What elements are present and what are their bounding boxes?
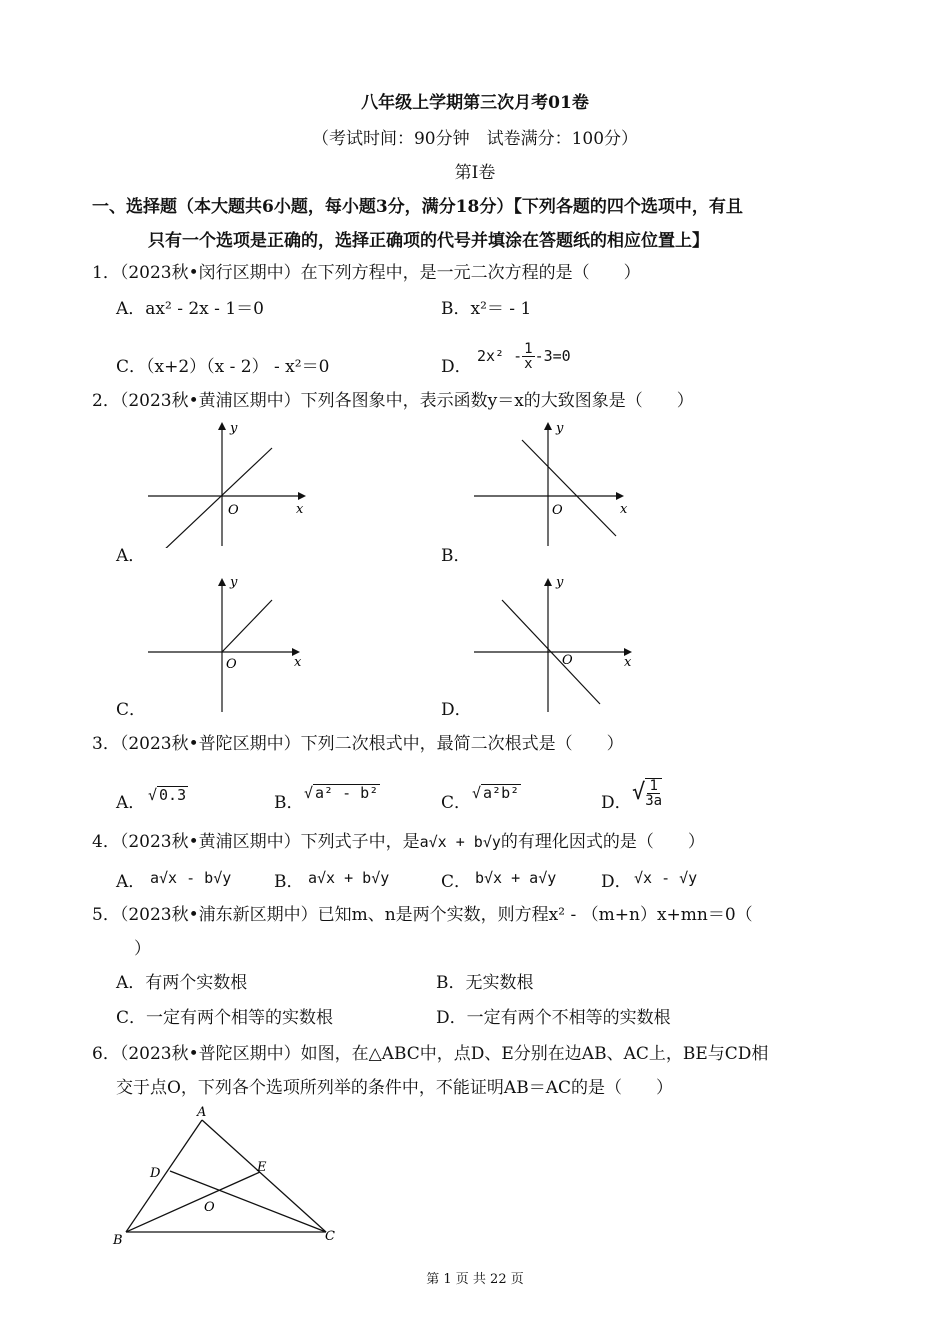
q3-stem: 3．（2023秋•普陀区期中）下列二次根式中，最简二次根式是（ ） <box>92 734 624 754</box>
q2b-line <box>522 440 616 536</box>
q6-point-d: D <box>150 1166 161 1181</box>
q2a-y-arrow <box>218 422 226 430</box>
q2a-y-label: y <box>230 421 238 436</box>
q1-option-c <box>116 356 329 378</box>
q5-d-label: D． <box>436 1008 467 1028</box>
q1-c-label: C． <box>116 357 147 377</box>
q3-option-c-label: C． <box>441 793 472 813</box>
q2-graph-c <box>140 572 310 712</box>
q1-option-d-expr <box>477 336 571 376</box>
q3-c-radicand: a²b² <box>483 784 520 802</box>
q6-point-c: C <box>325 1229 335 1244</box>
q2-stem: 2．（2023秋•黄浦区期中）下列各图象中，表示函数y＝x的大致图象是（ ） <box>92 391 694 411</box>
q2c-y-label: y <box>230 575 238 590</box>
q3-option-a-label: A． <box>116 793 146 813</box>
q2-option-b-label: B． <box>441 546 471 566</box>
q5-option-d <box>436 1007 671 1029</box>
q4-stem-expr: a√x + b√y <box>419 833 501 851</box>
q2-graph-b <box>466 418 636 548</box>
q3-d-fraction <box>645 778 662 808</box>
q1-b-label: B． <box>441 299 471 319</box>
q1-d-fraction <box>522 342 534 371</box>
q3-option-b-label: B． <box>274 793 304 813</box>
q1-d-den: x <box>524 355 533 372</box>
q4-option-c-expr: b√x + a√y <box>475 869 557 887</box>
q2-option-c-label: C． <box>116 700 147 720</box>
q2b-y-label: y <box>556 421 564 436</box>
q1-option-a <box>116 298 264 320</box>
q2a-x-label: x <box>296 502 304 517</box>
q4-option-a-label: A． <box>116 872 146 892</box>
q5-stem-cont: ） <box>134 939 151 959</box>
q2a-line <box>162 448 272 548</box>
q5-stem: 5．（2023秋•浦东新区期中）已知m、n是两个实数，则方程x² - （m+n）x+mn＝0（ <box>92 905 753 925</box>
q2c-x-label: x <box>294 655 302 670</box>
q3-a-radicand: 0.3 <box>159 786 187 804</box>
q3-option-b-expr: √ a² - b² <box>304 784 379 802</box>
q5-c-text: 一定有两个相等的实数根 <box>146 1008 334 1028</box>
q3-option-d-label: D． <box>601 793 632 813</box>
q2c-origin: O <box>226 657 237 672</box>
sqrt-icon: √ <box>632 780 646 805</box>
q5-a-label: A． <box>116 973 146 993</box>
q2b-x-label: x <box>620 502 628 517</box>
q5-d-text: 一定有两个不相等的实数根 <box>466 1008 671 1028</box>
q6-triangle-figure <box>108 1104 348 1254</box>
q6-stem-line2: 交于点O，下列各个选项所列举的条件中，不能证明AB＝AC的是（ ） <box>116 1078 673 1098</box>
q2c-y-arrow <box>218 578 226 586</box>
q2-graph-a <box>140 418 310 548</box>
exam-title: 八年级上学期第三次月考01卷 <box>361 93 589 113</box>
q2d-x-label: x <box>624 655 632 670</box>
q1-a-text: ax² - 2x - 1＝0 <box>145 299 264 319</box>
q2d-origin: O <box>562 653 573 668</box>
q2c-line <box>222 600 272 652</box>
q3-d-num: 1 <box>649 778 658 794</box>
q4-option-d-label: D． <box>601 872 632 892</box>
q1-a-label: A． <box>116 299 146 319</box>
q5-option-b <box>436 972 534 994</box>
q6-point-b: B <box>113 1233 123 1248</box>
q4-option-c-label: C． <box>441 872 472 892</box>
q2a-origin: O <box>228 503 239 518</box>
q3-option-d-expr <box>632 766 662 808</box>
q4-option-b-expr: a√x + b√y <box>308 869 390 887</box>
q3-d-den: 3a <box>645 793 663 809</box>
q6-point-e: E <box>257 1160 267 1175</box>
q1-d-num: 1 <box>524 340 533 357</box>
q1-d-left: 2x² - <box>477 347 523 365</box>
q5-b-label: B． <box>436 973 466 993</box>
q3-option-c-expr: √ a²b² <box>472 784 520 802</box>
q3-b-radicand: a² - b² <box>315 784 379 802</box>
page-footer: 第 1 页 共 22 页 <box>426 1272 524 1287</box>
q2-option-a-label: A． <box>116 546 146 566</box>
q4-option-b-label: B． <box>274 872 304 892</box>
q2d-y-arrow <box>544 578 552 586</box>
q1-option-d-label: D． <box>441 357 472 377</box>
q4-stem-post: 的有理化因式的是（ ） <box>500 832 705 852</box>
exam-subtitle: （考试时间：90分钟 试卷满分：100分） <box>311 129 639 149</box>
section-heading-line1: 一、选择题（本大题共6小题，每小题3分，满分18分）【下列各题的四个选项中，有且 <box>92 197 743 217</box>
q5-b-text: 无实数根 <box>465 973 534 993</box>
q4-stem <box>92 831 705 853</box>
q1-d-right: -3=0 <box>534 347 571 365</box>
q5-option-c <box>116 1007 333 1029</box>
q5-a-text: 有两个实数根 <box>145 973 248 993</box>
q5-option-a <box>116 972 247 994</box>
q4-option-d-expr: √x - √y <box>634 869 698 887</box>
q2-option-d-label: D． <box>441 700 472 720</box>
q2b-origin: O <box>552 503 563 518</box>
q2b-x-arrow <box>616 492 624 500</box>
volume-label: 第Ⅰ卷 <box>454 163 496 183</box>
q1-b-text: x²＝ - 1 <box>470 299 532 319</box>
q6-point-a: A <box>197 1105 207 1120</box>
q4-option-a-expr: a√x - b√y <box>150 869 232 887</box>
q2d-y-label: y <box>556 575 564 590</box>
q4-stem-pre: 4．（2023秋•黄浦区期中）下列式子中，是 <box>92 832 420 852</box>
q6-stem-line1: 6．（2023秋•普陀区期中）如图，在△ABC中，点D、E分别在边AB、AC上，BE与CD相 <box>92 1044 769 1064</box>
q1-stem: 1．（2023秋•闵行区期中）在下列方程中，是一元二次方程的是（ ） <box>92 263 641 283</box>
q1-c-text: （x+2）（x - 2） - x²＝0 <box>146 357 330 377</box>
q6-side-ac <box>202 1120 326 1232</box>
q5-c-label: C． <box>116 1008 147 1028</box>
q2b-y-arrow <box>544 422 552 430</box>
q2-graph-d <box>466 572 646 712</box>
q2a-x-arrow <box>298 492 306 500</box>
q3-option-a-expr: √ 0.3 <box>148 786 187 804</box>
q1-option-b <box>441 298 531 320</box>
q6-point-o: O <box>204 1200 215 1215</box>
section-heading-line2: 只有一个选项是正确的，选择正确项的代号并填涂在答题纸的相应位置上】 <box>148 231 709 251</box>
